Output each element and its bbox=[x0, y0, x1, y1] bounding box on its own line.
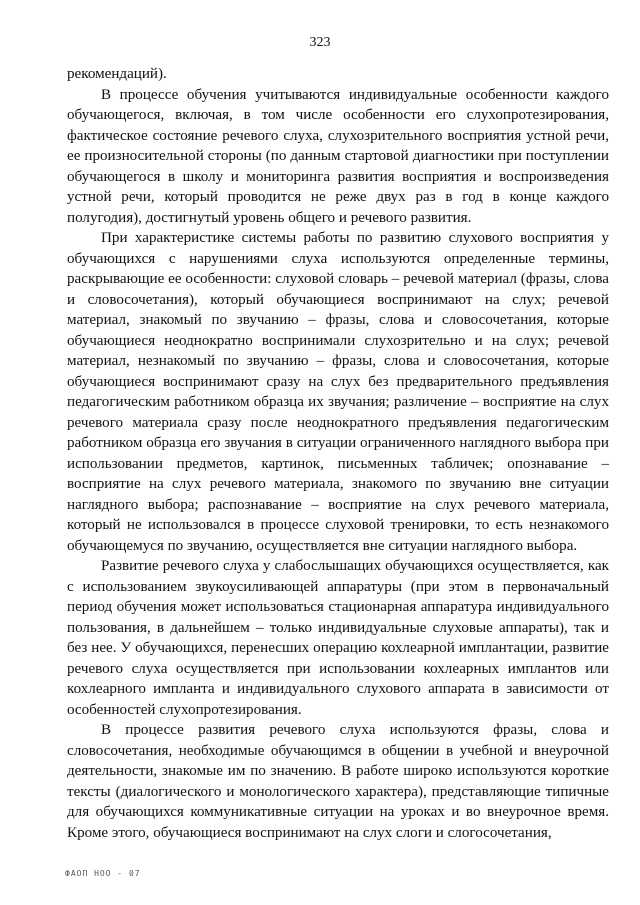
paragraph-continuation: рекомендаций). bbox=[67, 66, 167, 82]
paragraph: В процессе обучения учитываются индивидуальные особенности каждого обучающегося, включая, в том числе особенности его слухопротезирования, фактическое состояние речевого слуха, слухозрительного восприятия устной речи, ее произносительной стороны (по данным стартовой диагностики при поступлении обучающегося в школу и мониторинга развития восприятия и воспроизведения устной речи, который проводится не реже двух раз в год в конце каждого полугодия), достигнутый уровень общего и речевого развития. bbox=[67, 86, 609, 226]
paragraph: Развитие речевого слуха у слабослышащих обучающихся осуществляется, как с использованием звукоусиливающей аппаратуры (при этом в первоначальный период обучения может использоваться стационарная аппаратура индивидуального пользования, в дальнейшем – только индивидуальные слуховые аппараты), так и без нее. У обучающихся, перенесших операцию кохлеарной имплантации, развитие речевого слуха осуществляется при использовании кохлеарных имплантов или кохлеарного импланта и индивидуального слухового аппарата в зависимости от особенностей слухопротезирования. bbox=[67, 558, 609, 718]
page-number: 323 bbox=[309, 35, 331, 50]
footer-document-code: ФАОП НОО - 07 bbox=[65, 869, 141, 878]
paragraph: При характеристике системы работы по развитию слухового восприятия у обучающихся с нарушениями слуха используются определенные термины, раскрывающие ее особенности: слуховой словарь – речевой материал (фразы, слова и словосочетания), который обучающиеся воспринимают на слух; речевой материал, знакомый по звучанию – фразы, слова и словосочетания, которые обучающиеся неоднократно воспринимали слухозрительно и на слух; речевой материал, незнакомый по звучанию – фразы, слова и словосочетания, которые обучающиеся воспринимают сразу на слух без предварительного предъявления педагогическим работником образца их звучания; различение – восприятие на слух речевого материала сразу после неоднократного предъявления педагогическим работником образца его звучания в ситуации ограниченного наглядного выбора при использовании предметов, картинок, письменных табличек; опознавание – восприятие на слух речевого материала, знакомого по звучанию вне ситуации наглядного выбора; распознавание – восприятие на слух речевого материала, который не использовался в процессе слуховой тренировки, то есть незнакомого обучающемуся по звучанию, осуществляется вне ситуации наглядного выбора. bbox=[67, 230, 609, 554]
body-text bbox=[67, 64, 609, 843]
paragraph: В процессе развития речевого слуха используются фразы, слова и словосочетания, необходимые обучающимся в общении в учебной и внеурочной деятельности, знакомые им по значению. В работе широко используются короткие тексты (диалогического и монологического характера), представляющие типичные для обучающихся коммуникативные ситуации на уроках и во внеурочное время. Кроме этого, обучающиеся воспринимают на слух слоги и слогосочетания, bbox=[67, 722, 609, 841]
